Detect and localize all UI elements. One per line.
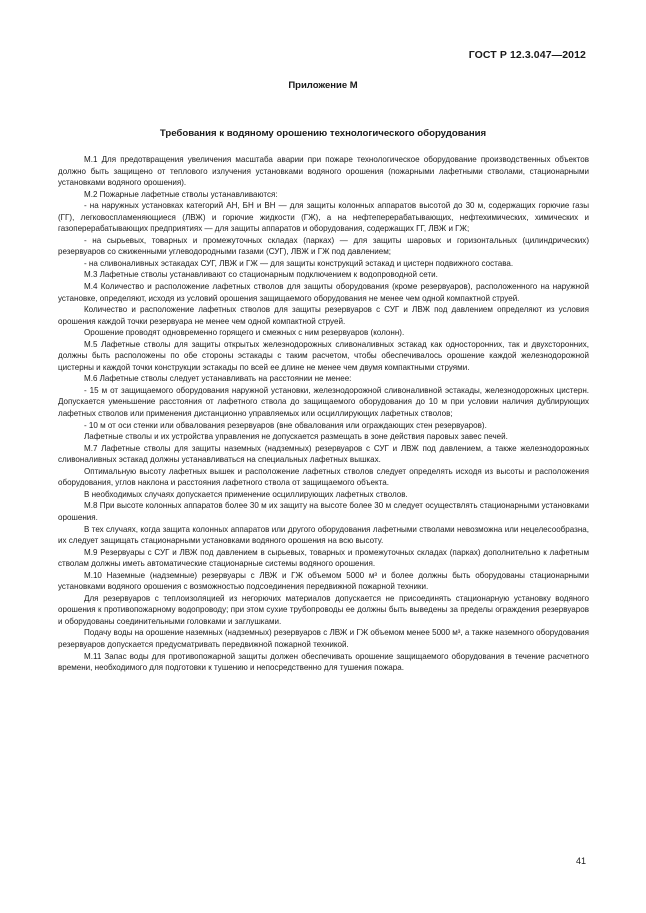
- body-paragraph: М.5 Лафетные стволы для защиты открытых железнодорожных сливоналивных эстакад как односторонних, так и двухсторонних, должны быть расположены по обе стороны эстакады с таким расчетом, чтобы обеспечивалось орошение каждой железнодорожной цистерны и каждой точки конструкции эстакады по всей ее длине не менее чем двумя компактными струями.: [58, 339, 589, 372]
- body-paragraph: М.6 Лафетные стволы следует устанавливать на расстоянии не менее:: [84, 374, 352, 384]
- body-paragraph: М.8 При высоте колонных аппаратов более 30 м их защиту на высоте более 30 м следует осуществлять стационарными установками орошения.: [58, 501, 589, 522]
- body-paragraph: М.3 Лафетные стволы устанавливают со стационарным подключением к водопроводной сети.: [84, 270, 438, 280]
- body-paragraph: Орошение проводят одновременно горящего и смежных с ним резервуаров (колонн).: [84, 328, 405, 338]
- body-paragraph: - на сливоналивных эстакадах СУГ, ЛВЖ и ГЖ — для защиты конструкций эстакад и цистерн подвижного состава.: [84, 258, 514, 268]
- body-text: [58, 154, 589, 674]
- body-paragraph: В тех случаях, когда защита колонных аппаратов или другого оборудования лафетными стволами невозможна или нецелесообразна, их следует защищать стационарными установками водяного орошения на всю высоту.: [58, 524, 589, 546]
- appendix-label: Приложение М: [288, 80, 358, 91]
- body-paragraph: М.7 Лафетные стволы для защиты наземных (надземных) резервуаров с СУГ и ЛВЖ под давлением, а также железнодорожных сливоналивных эстакад должны устанавливаться на специальных лафетных вышках.: [58, 443, 589, 465]
- page-number: 41: [575, 856, 586, 866]
- body-paragraph: - на сырьевых, товарных и промежуточных складах (парках) — для защиты шаровых и горизонтальных (цилиндрических) резервуаров со сжиженными углеводородными газами (СУГ), ЛВЖ и ГЖ под давлением;: [58, 235, 589, 257]
- body-paragraph: - 15 м от защищаемого оборудования наружной установки, железнодорожной сливоналивной эстакады, железнодорожных цистерн. Допускается уменьшение расстояния от лафетного ствола до защищаемого оборудования до 10 м при условии наличия дублирующих лафетных стволов или применения дистанционно управляемых или осциллирующих лафетных стволов;: [58, 385, 589, 419]
- document-header: ГОСТ Р 12.3.047—2012: [468, 49, 586, 61]
- body-paragraph: М.10 Наземные (надземные) резервуары с ЛВЖ и ГЖ объемом 5000 м³ и более должны быть оборудованы стационарными установками водяного орошения с возможностью подсоединения передвижной пожарной техники.: [58, 570, 589, 592]
- body-paragraph: - 10 м от оси стенки или обвалования резервуаров (вне обвалования или ограждающих стен резервуаров).: [84, 420, 487, 430]
- body-paragraph: Оптимальную высоту лафетных вышек и расположение лафетных стволов следует определять исходя из высоты и расположения оборудования, углов наклона и расстояния лафетного ствола от защищаемого объекта.: [58, 466, 589, 488]
- body-paragraph: Лафетные стволы и их устройства управления не допускается размещать в зоне действия паровых завес печей.: [84, 432, 508, 442]
- section-title: Требования к водяному орошению технологического оборудования: [159, 128, 487, 139]
- body-paragraph: М.9 Резервуары с СУГ и ЛВЖ под давлением в сырьевых, товарных и промежуточных складах (парках) дополнительно к лафетным стволам должны иметь автоматические стационарные системы водяного орошения.: [58, 547, 589, 569]
- body-paragraph: В необходимых случаях допускается применение осциллирующих лафетных стволов.: [84, 489, 408, 499]
- body-paragraph: М.4 Количество и расположение лафетных стволов для защиты оборудования (кроме резервуаров), расположенного на наружной установке, определяют, исходя из условий орошения защищаемого оборудования не менее чем одной компактной струей.: [58, 282, 589, 303]
- body-paragraph: Подачу воды на орошение наземных (надземных) резервуаров с ЛВЖ и ГЖ объемом менее 5000 м³, а также наземного оборудования резервуаров допускается предусматривать передвижной пожарной техникой.: [58, 628, 589, 649]
- body-paragraph: М.2 Пожарные лафетные стволы устанавливаются:: [84, 189, 278, 199]
- body-paragraph: - на наружных установках категорий АН, БН и ВН — для защиты колонных аппаратов высотой до 30 м, содержащих горючие газы (ГГ), легковоспламеняющиеся (ЛВЖ) и горючие жидкости (ГЖ), а на нефтеперерабатывающих, нефтехимических, химических и газоперерабатывающих предприятиях — для защиты аппаратов и оборудования, содержащих ГГ, ЛВЖ и ГЖ;: [58, 201, 589, 234]
- body-paragraph: М.11 Запас воды для противопожарной защиты должен обеспечивать орошение защищаемого оборудования в течение расчетного времени, необходимого для подготовки к тушению и непосредственно для тушения пожара.: [58, 651, 589, 673]
- body-paragraph: Для резервуаров с теплоизоляцией из негорючих материалов допускается не присоединять стационарную установку водяного орошения к противопожарному водопроводу; при этом сухие трубопроводы ее должны быть выведены за пределы ограждения резервуаров и оборудованы соединительными головками и заглушками.: [58, 593, 589, 626]
- body-paragraph: М.1 Для предотвращения увеличения масштаба аварии при пожаре технологическое оборудование производственных объектов должно быть защищено от теплового излучения установками водяного орошения (пожарными лафетными стволами, стационарными установками водяного орошения).: [58, 155, 589, 188]
- body-paragraph: Количество и расположение лафетных стволов для защиты резервуаров с СУГ и ЛВЖ под давлением определяют из условия орошения каждой точки резервуара не менее чем одной компактной струей.: [58, 305, 589, 326]
